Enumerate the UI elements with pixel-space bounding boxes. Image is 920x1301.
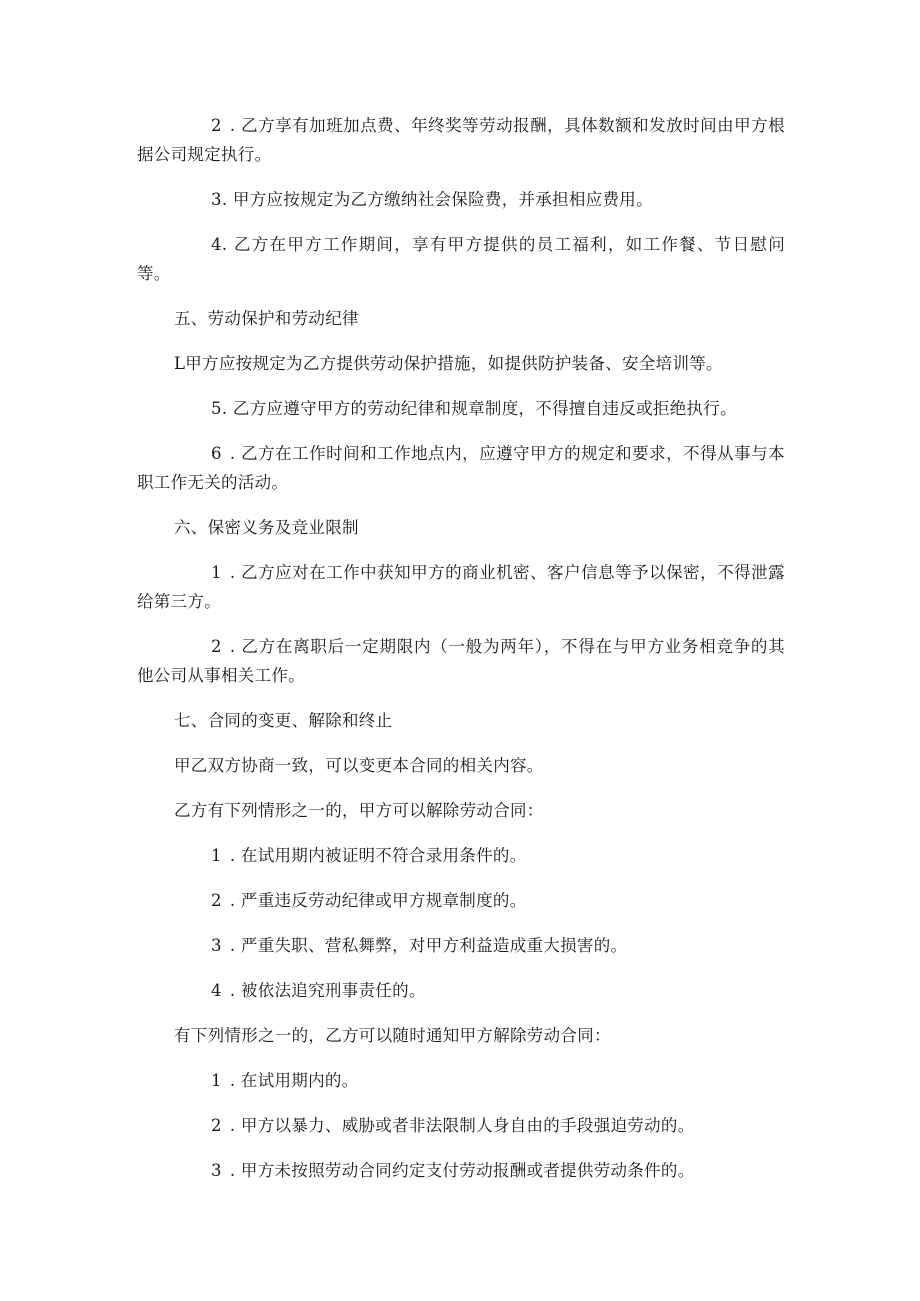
clause-text: . 乙方在工作时间和工作地点内，应遵守甲方的规定和要求，不得从事与本职工作无关的活动。 xyxy=(137,444,785,492)
clause-paragraph xyxy=(137,931,785,960)
clause-text: . 严重失职、营私舞弊，对甲方利益造成重大损害的。 xyxy=(229,936,628,955)
clause-paragraph xyxy=(137,349,785,378)
clause-text: . 在试用期内的。 xyxy=(229,1071,359,1090)
clause-number: 1 xyxy=(211,563,222,582)
clause-number: 4 xyxy=(211,981,222,1000)
clause-text: . 乙方享有加班加点费、年终奖等劳动报酬，具体数额和发放时间由甲方根据公司规定执行。 xyxy=(137,116,785,164)
clause-paragraph xyxy=(137,1156,785,1185)
section-heading-text: 七、合同的变更、解除和终止 xyxy=(174,711,393,730)
clause-number: 2 xyxy=(211,891,222,910)
clause-text: . 严重违反劳动纪律或甲方规章制度的。 xyxy=(229,891,527,910)
clause-paragraph xyxy=(137,841,785,870)
clause-text: . 甲方以暴力、威胁或者非法限制人身自由的手段强迫劳动的。 xyxy=(229,1116,695,1135)
clause-number: 3 xyxy=(211,936,222,955)
clause-text: 有下列情形之一的，乙方可以随时通知甲方解除劳动合同： xyxy=(174,1026,611,1045)
clause-paragraph xyxy=(137,976,785,1005)
section-heading xyxy=(137,304,785,333)
section-heading xyxy=(137,513,785,542)
clause-text: 甲乙双方协商一致，可以变更本合同的相关内容。 xyxy=(174,756,544,775)
clause-text: L甲方应按规定为乙方提供劳动保护措施，如提供防护装备、安全培训等。 xyxy=(174,354,723,373)
clause-text: . 被依法追究刑事责任的。 xyxy=(229,981,426,1000)
clause-text: . 甲方应按规定为乙方缴纳社会保险费，并承担相应费用。 xyxy=(221,190,653,209)
clause-text: . 乙方应遵守甲方的劳动纪律和规章制度，不得擅自违反或拒绝执行。 xyxy=(221,399,737,418)
clause-paragraph xyxy=(137,394,785,423)
clause-paragraph xyxy=(137,439,785,497)
clause-number: 2 xyxy=(211,1116,222,1135)
clause-paragraph xyxy=(137,886,785,915)
clause-text: . 在试用期内被证明不符合录用条件的。 xyxy=(229,846,527,865)
clause-text: . 乙方应对在工作中获知甲方的商业机密、客户信息等予以保密，不得泄露给第三方。 xyxy=(137,563,785,611)
section-heading-text: 六、保密义务及竞业限制 xyxy=(174,518,359,537)
clause-number: 4 xyxy=(211,235,222,254)
clause-paragraph xyxy=(137,632,785,690)
section-heading xyxy=(137,706,785,735)
clause-number: 1 xyxy=(211,846,222,865)
clause-paragraph xyxy=(137,111,785,169)
clause-paragraph xyxy=(137,558,785,616)
clause-text: . 乙方在离职后一定期限内（一般为两年），不得在与甲方业务相竞争的其他公司从事相关工作。 xyxy=(137,637,785,685)
clause-number: 3 xyxy=(211,190,222,209)
clause-number: 5 xyxy=(211,399,222,418)
clause-paragraph xyxy=(137,751,785,780)
document-body xyxy=(137,111,785,1201)
clause-number: 1 xyxy=(211,1071,222,1090)
clause-text: . 甲方未按照劳动合同约定支付劳动报酬或者提供劳动条件的。 xyxy=(229,1161,695,1180)
clause-number: 2 xyxy=(211,637,222,656)
clause-paragraph xyxy=(137,1066,785,1095)
clause-paragraph xyxy=(137,1021,785,1050)
clause-paragraph xyxy=(137,185,785,214)
clause-text: 乙方有下列情形之一的，甲方可以解除劳动合同： xyxy=(174,801,544,820)
clause-paragraph xyxy=(137,796,785,825)
clause-number: 6 xyxy=(211,444,222,463)
clause-paragraph xyxy=(137,1111,785,1140)
clause-number: 3 xyxy=(211,1161,222,1180)
clause-paragraph xyxy=(137,230,785,288)
clause-number: 2 xyxy=(211,116,222,135)
section-heading-text: 五、劳动保护和劳动纪律 xyxy=(174,309,359,328)
clause-text: . 乙方在甲方工作期间，享有甲方提供的员工福利，如工作餐、节日慰问等。 xyxy=(137,235,785,283)
